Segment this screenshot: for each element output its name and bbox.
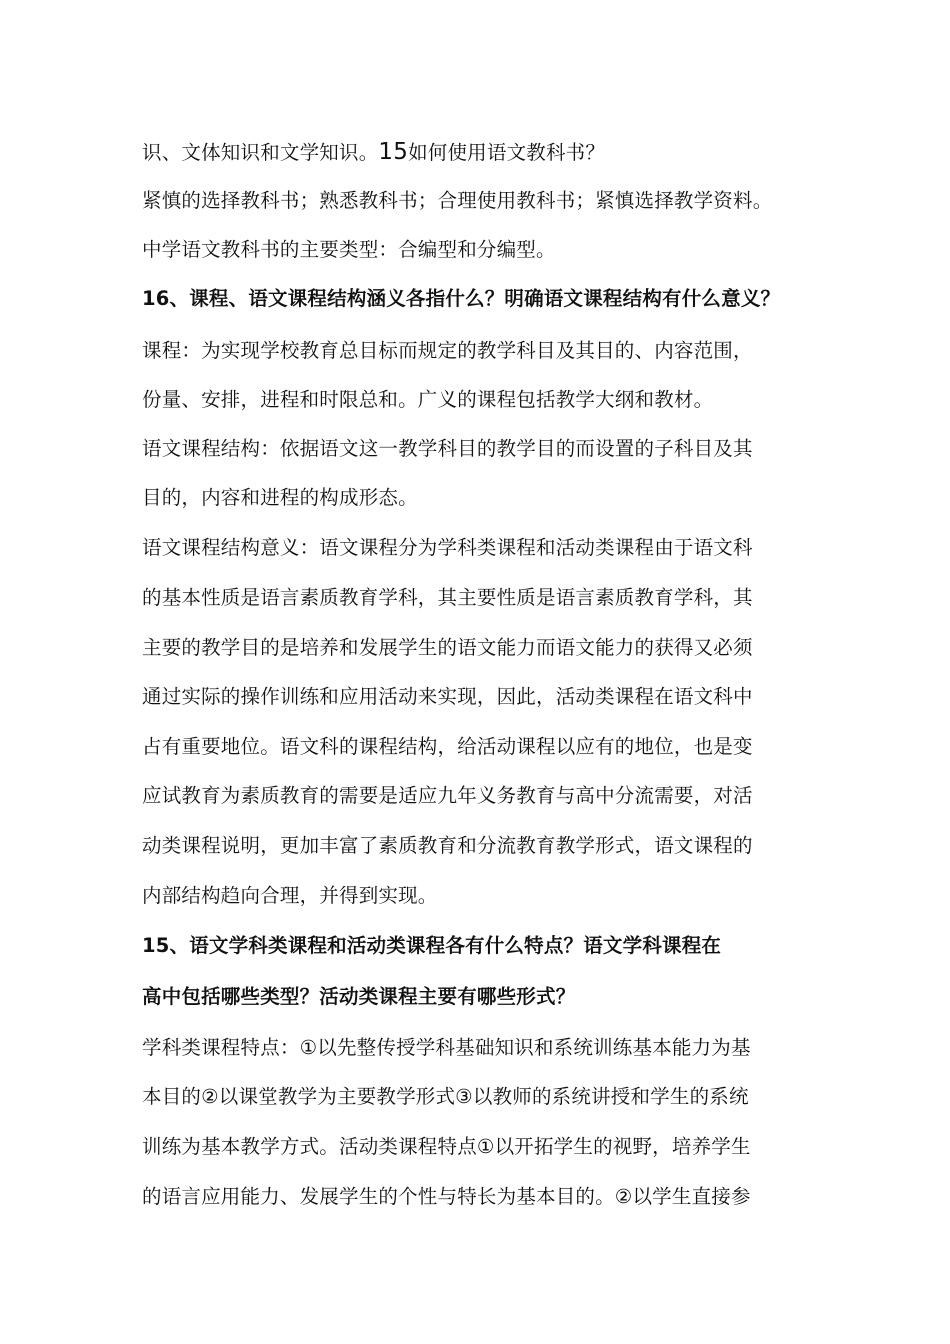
text-line-2: 紧慎的选择教科书；熟悉教科书；合理使用教科书；紧慎选择教学资料。 xyxy=(142,189,773,212)
text-line-11: 主要的教学目的是培养和发展学生的语文能力而语文能力的获得又必须 xyxy=(142,636,753,659)
text-line-12: 通过实际的操作训练和应用活动来实现，因此，活动类课程在语文科中 xyxy=(142,685,753,708)
text-line-1-number: 15 xyxy=(378,139,409,165)
heading-question-15-part1: 15、语文学科类课程和活动类课程各有什么特点？语文学科课程在 xyxy=(142,934,722,957)
text-line-7: 语文课程结构：依据语文这一教学科目的教学目的而设置的子科目及其 xyxy=(142,437,753,460)
text-line-13: 占有重要地位。语文科的课程结构，给活动课程以应有的地位，也是变 xyxy=(142,735,753,758)
text-line-3: 中学语文教科书的主要类型：合编型和分编型。 xyxy=(142,238,556,261)
text-line-15: 动类课程说明，更加丰富了素质教育和分流教育教学形式，语文课程的 xyxy=(142,834,753,857)
heading-question-15-part2: 高中包括哪些类型？活动类课程主要有哪些形式？ xyxy=(142,985,576,1008)
text-line-21: 训练为基本教学方式。活动类课程特点①以开拓学生的视野，培养学生 xyxy=(142,1135,751,1158)
text-line-1-pre: 识、文体知识和文学知识。 xyxy=(142,141,379,164)
text-line-16: 内部结构趋向合理，并得到实现。 xyxy=(142,884,438,907)
heading-question-16: 16、课程、语文课程结构涵义各指什么？明确语文课程结构有什么意义？ xyxy=(142,287,781,310)
text-line-20: 本目的②以课堂教学为主要教学形式③以教师的系统讲授和学生的系统 xyxy=(142,1085,749,1108)
text-line-14: 应试教育为素质教育的需要是适应九年义务教育与高中分流需要，对活 xyxy=(142,784,753,807)
text-line-22: 的语言应用能力、发展学生的个性与特长为基本目的。②以学生直接参 xyxy=(142,1185,751,1208)
text-line-10: 的基本性质是语言素质教育学科，其主要性质是语言素质教育学科，其 xyxy=(142,586,753,609)
text-line-8: 目的，内容和进程的构成形态。 xyxy=(142,486,418,509)
text-line-1 xyxy=(142,139,842,166)
text-line-9: 语文课程结构意义：语文课程分为学科类课程和活动类课程由于语文科 xyxy=(142,536,753,559)
text-line-1-post: 如何使用语文教科书？ xyxy=(408,141,606,164)
text-line-6: 份量、安排，进程和时限总和。广义的课程包括教学大纲和教材。 xyxy=(142,388,714,411)
text-line-5: 课程：为实现学校教育总目标而规定的教学科目及其目的、内容范围， xyxy=(142,339,753,362)
text-line-19: 学科类课程特点：①以先整传授学科基础知识和系统训练基本能力为基 xyxy=(142,1036,751,1059)
